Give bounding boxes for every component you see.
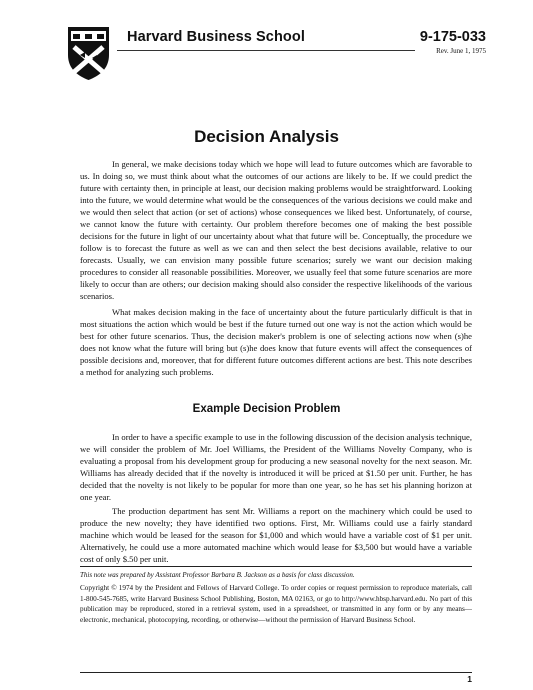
harvard-shield-icon bbox=[66, 25, 111, 81]
school-name: Harvard Business School bbox=[127, 29, 305, 45]
page-bottom-rule bbox=[80, 672, 472, 673]
paragraph-intro-2: What makes decision making in the face of uncertainty about the future particularly difficult is that in most situations the action which would be best if the future turned out one way is not the action which would be best for other future scenarios. Thus, the decision maker's problem is one of selecting actions now when (s)he does not know what the future will bring but (s)he does know that future events will affect the consequences of possible decisions and, moreover, that for different future outcomes different actions are best. This note describes a method for analyzing such problems. bbox=[80, 307, 472, 377]
section-heading: Example Decision Problem bbox=[192, 403, 341, 415]
paragraph-example-1: In order to have a specific example to use in the following discussion of the decision analysis technique, we will consider the problem of Mr. Joel Williams, the President of the Williams Novelty Company, who is evaluating a proposal from his development group for producing a new seasonal novelty for the next season. Mr. Williams has already decided that if the novelty is introduced it will be priced at $1.50 per unit. Further, he has decided that the novelty is not likely to be popular for more than one year, so he has set his planning horizon at one year. bbox=[80, 432, 472, 502]
preparation-note: This note was prepared by Assistant Professor Barbara B. Jackson as a basis for class discussion. bbox=[80, 571, 355, 579]
paragraph-example-2: The production department has sent Mr. Williams a report on the machinery which could be used to produce the new novelty; they have identified two options. First, Mr. Williams could use a fairly standard machine which would be leased for the season for $1,000 and which would have a variable cost of $1 per unit. Alternatively, he could use a more automated machine which would lease for $3,500 but would have a variable cost of only $.50 per unit. bbox=[80, 506, 472, 564]
header-rule bbox=[117, 50, 415, 51]
paragraph-intro-1: In general, we make decisions today which we hope will lead to future outcomes which are favorable to us. In doing so, we must think about what the outcomes of our actions are likely to be. If we could predict the future with certainty then, in principle at least, our decision making problems would be straightforward. Looking into the future, we would determine what would be the consequences of the various decisions we could make and we would then select that action (or set of actions) whose consequences we liked best. Unfortunately, of course, we cannot know the future with certainty. Our problem therefore becomes one of making the best possible decisions for the future in light of our uncertainty about what that future will be. Conceptually, the procedure we follow is to forecast the future as well as we can and then select the best decisions available, relative to our forecasts. Usually, we can envision many possible future scenarios; surely we want our decision making procedures to consider all reasonable possibilities. Moreover, we usually feel that some future scenarios are more likely to occur than are others; our decision making should also consider the respective likelihoods of the various scenarios. bbox=[80, 159, 472, 301]
copyright-notice: Copyright © 1974 by the President and Fellows of Harvard College. To order copies or request permission to reproduce materials, call 1-800-545-7685, write Harvard Business School Publishing, Boston, MA 02163, or go to http://www.hbsp.harvard.edu. No part of this publication may be reproduced, stored in a retrieval system, used in a spreadsheet, or transmitted in any form or by any means—electronic, mechanical, photocopying, recording, or otherwise—without the permission of Harvard Business School. bbox=[80, 584, 472, 624]
footnote-rule bbox=[80, 566, 472, 567]
revision-date: Rev. June 1, 1975 bbox=[436, 47, 486, 55]
page-number: 1 bbox=[467, 674, 472, 684]
document-title: Decision Analysis bbox=[194, 127, 339, 146]
case-number: 9-175-033 bbox=[419, 29, 486, 45]
